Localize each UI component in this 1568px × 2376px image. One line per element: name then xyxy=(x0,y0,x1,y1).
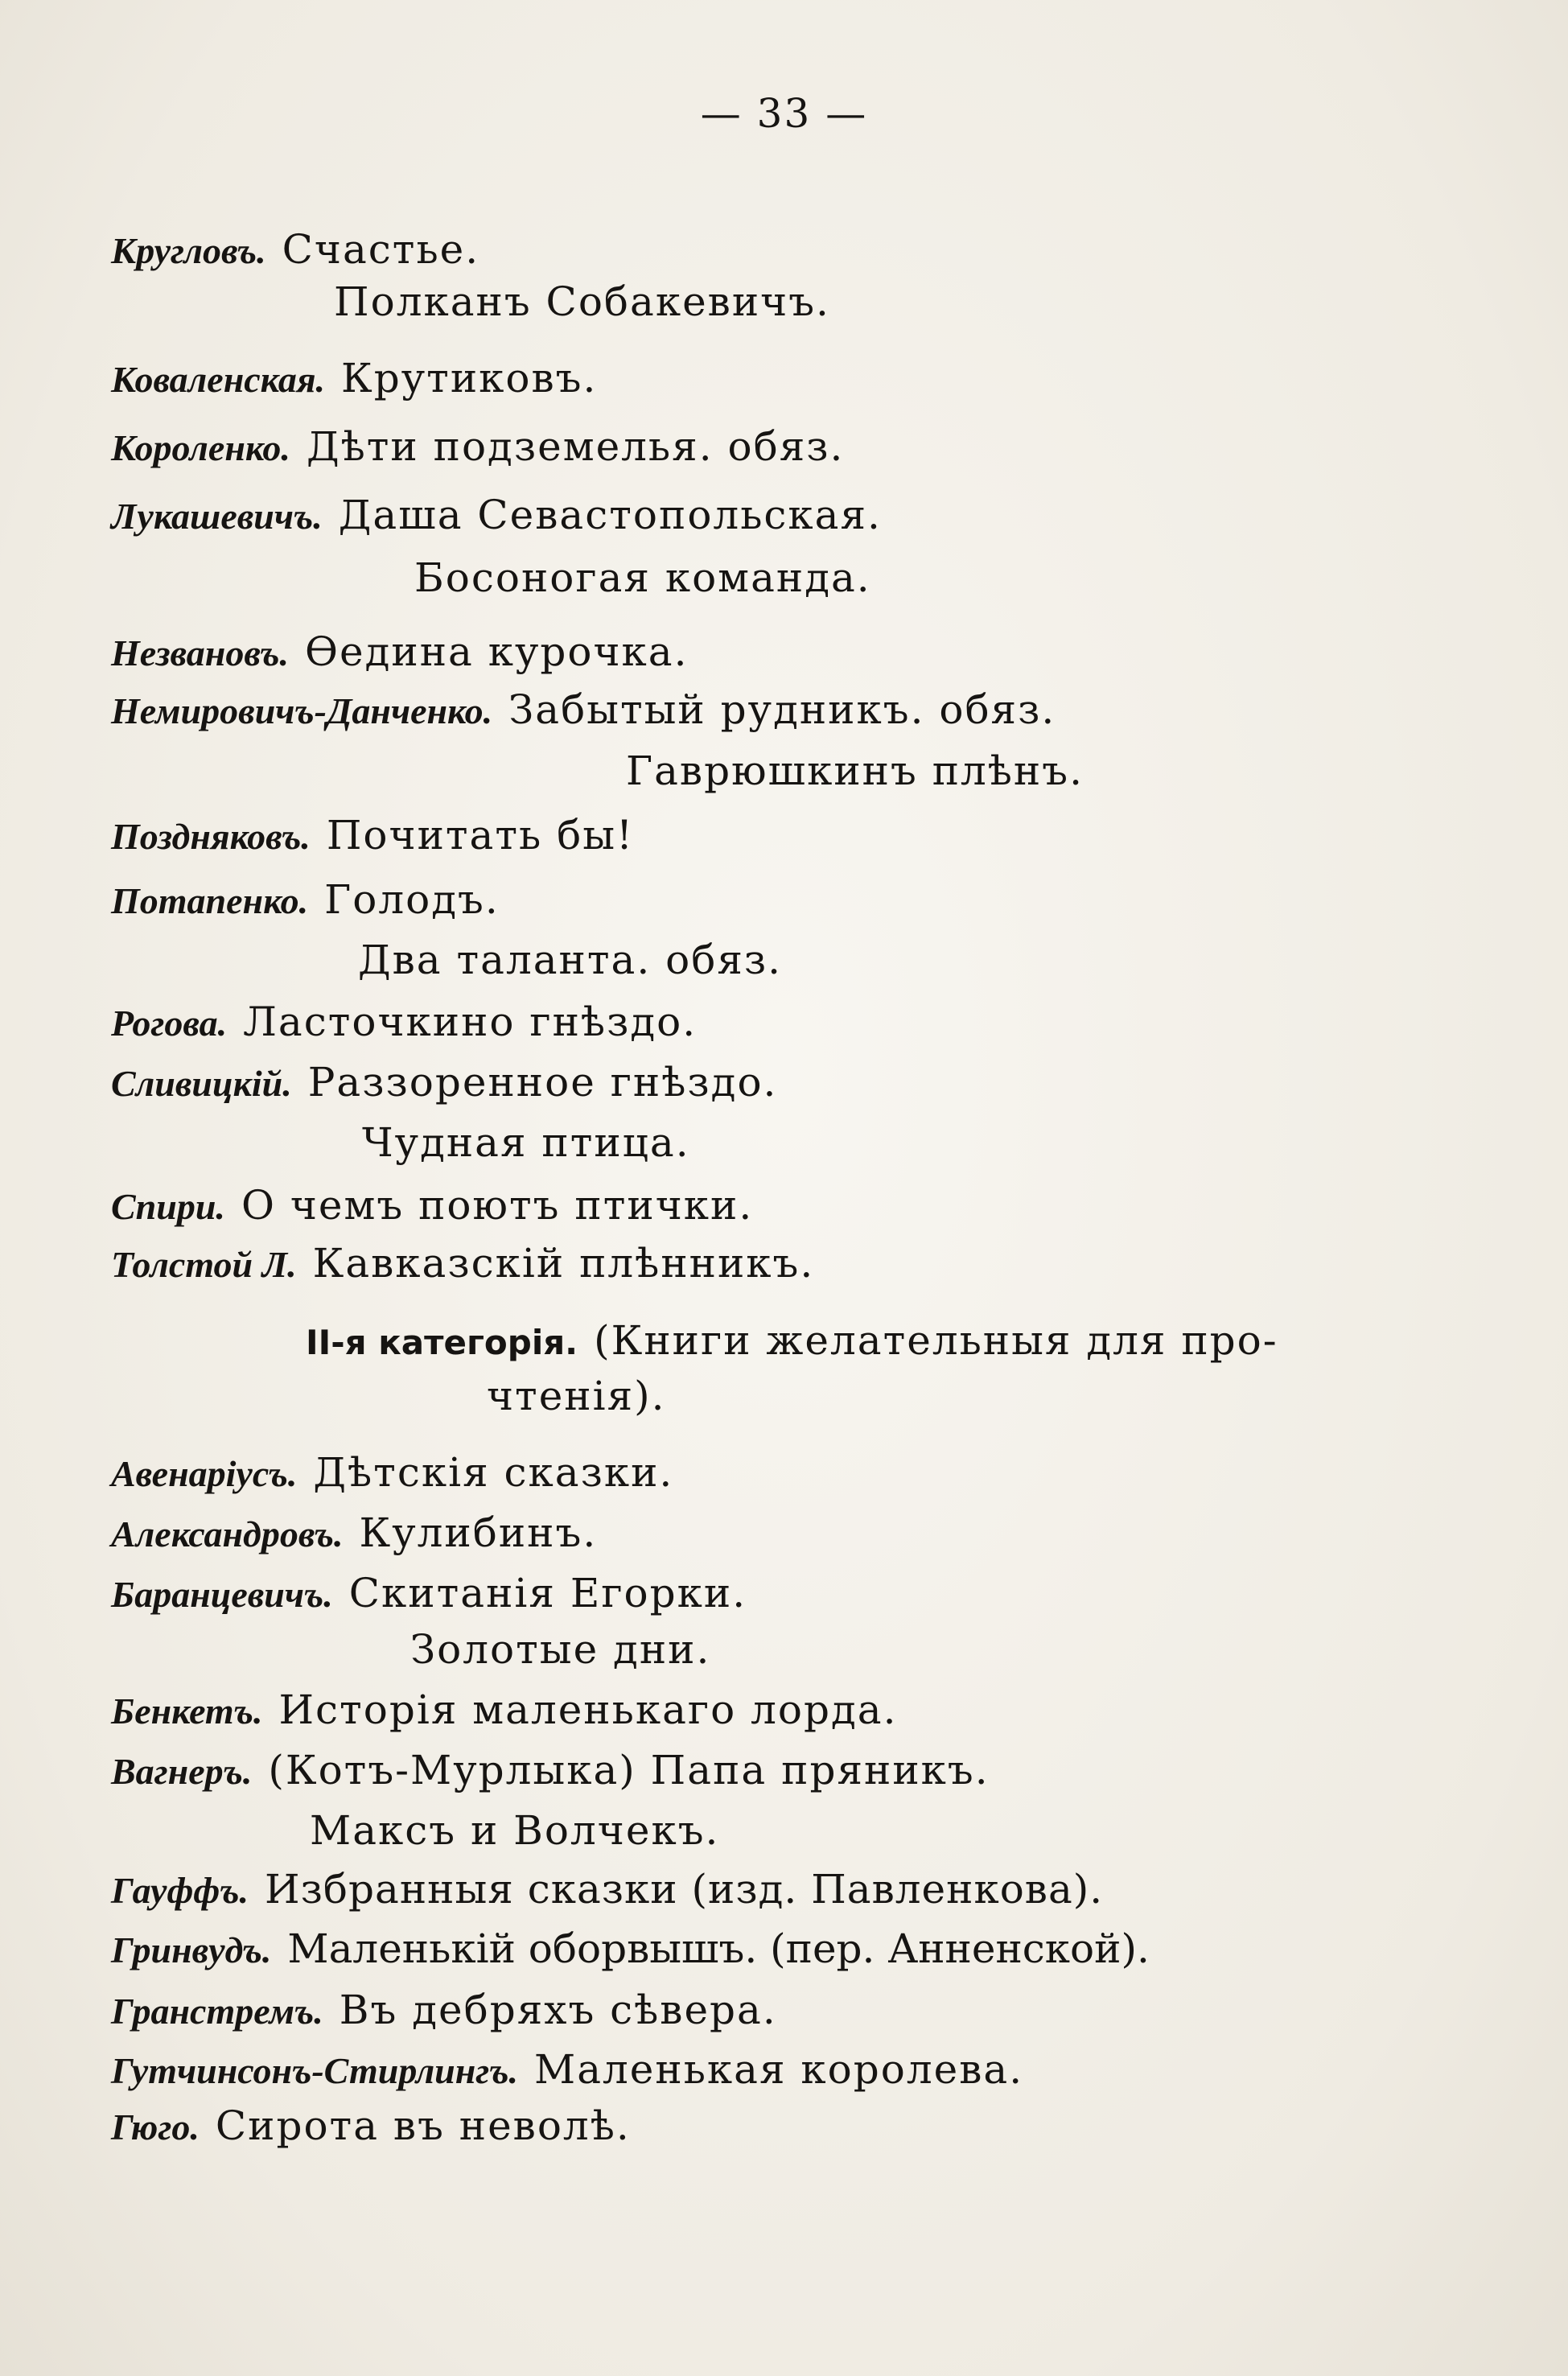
author-name: Кругловъ. xyxy=(111,230,266,271)
book-title: Максъ и Волчекъ. xyxy=(310,1807,720,1854)
list-item xyxy=(111,1239,814,1289)
author-name: Александровъ. xyxy=(111,1513,344,1554)
author-name: Немировичъ-Данченко. xyxy=(111,690,493,731)
list-item xyxy=(111,998,697,1048)
book-title: Забытый рудникъ. обяз. xyxy=(508,686,1056,733)
book-title: Счастье. xyxy=(282,226,480,273)
book-title: Золотые дни. xyxy=(410,1626,711,1673)
book-title: Маленькая королева. xyxy=(534,2046,1024,2093)
category-description-cont: чтенія). xyxy=(487,1373,666,1419)
list-item xyxy=(111,1686,897,1736)
author-name: Гауффъ. xyxy=(111,1870,249,1911)
book-title: Даша Севастопольская. xyxy=(338,492,882,538)
list-item xyxy=(410,1625,710,1674)
author-name: Гранстремъ. xyxy=(111,1991,323,2032)
author-name: Сливицкій. xyxy=(111,1063,292,1104)
book-title: Два таланта. обяз. xyxy=(358,937,783,983)
book-title: Избранныя сказки (изд. Павленкова). xyxy=(265,1866,1104,1913)
author-name: Бенкетъ. xyxy=(111,1690,263,1732)
list-item xyxy=(111,1181,753,1231)
list-item xyxy=(111,1865,1103,1915)
author-name: Поздняковъ. xyxy=(111,816,311,857)
author-name: Рогова. xyxy=(111,1003,228,1044)
list-item xyxy=(111,2045,1023,2095)
list-item xyxy=(111,1569,747,1619)
list-item xyxy=(111,2102,631,2152)
book-title: (Котъ-Мурлыка) Папа пряникъ. xyxy=(268,1747,990,1793)
author-name: Потапенко. xyxy=(111,880,309,921)
list-item xyxy=(111,1746,990,1796)
category-description: (Книги желательныя для про- xyxy=(594,1317,1278,1364)
list-item xyxy=(414,554,871,602)
list-item xyxy=(111,1986,777,2036)
author-name: Незвановъ. xyxy=(111,632,289,673)
list-item xyxy=(626,747,1084,795)
book-title: Голодъ. xyxy=(324,876,500,923)
list-item xyxy=(111,628,689,677)
category-heading-cont xyxy=(487,1372,666,1420)
author-name: Авенаріусъ. xyxy=(111,1453,298,1494)
list-item xyxy=(111,1925,1150,1975)
list-item xyxy=(310,1806,719,1855)
author-name: Гринвудъ. xyxy=(111,1929,272,1970)
category-label: II-я категорія. xyxy=(306,1323,578,1362)
author-name: Спири. xyxy=(111,1186,225,1227)
author-name: Гутчинсонъ-Стирлингъ. xyxy=(111,2050,519,2091)
author-name: Гюго. xyxy=(111,2106,200,2147)
list-item xyxy=(111,875,500,925)
book-title: Исторія маленькаго лорда. xyxy=(278,1686,898,1733)
list-item xyxy=(358,936,782,984)
list-item xyxy=(111,686,1056,735)
list-item xyxy=(111,811,634,861)
author-name: Толстой Л. xyxy=(111,1244,297,1285)
list-item xyxy=(111,1509,597,1559)
book-title: Чудная птица. xyxy=(362,1119,690,1166)
author-name: Коваленская. xyxy=(111,359,326,400)
category-heading xyxy=(306,1316,1278,1367)
list-item xyxy=(111,1058,777,1108)
book-title: Маленькій оборвышъ. (пер. Анненской). xyxy=(287,1925,1150,1972)
book-title: Кавказскій плѣнникъ. xyxy=(312,1240,815,1287)
list-item xyxy=(111,1448,673,1498)
book-title: Дѣти подземелья. обяз. xyxy=(306,423,845,470)
book-title: Ласточкино гнѣздо. xyxy=(243,999,698,1045)
page-number: — 33 — xyxy=(700,90,868,137)
book-title: Почитать бы! xyxy=(326,812,635,859)
book-title: О чемъ поютъ птички. xyxy=(241,1182,754,1229)
book-title: Кулибинъ. xyxy=(359,1509,598,1556)
author-name: Вагнеръ. xyxy=(111,1751,253,1792)
book-title: Въ дебряхъ сѣвера. xyxy=(339,1987,777,2033)
list-item xyxy=(334,278,830,326)
list-item xyxy=(362,1118,690,1167)
list-item xyxy=(111,354,597,404)
book-title: Скитанія Егорки. xyxy=(348,1570,747,1616)
list-item xyxy=(111,225,479,275)
book-title: Полканъ Собакевичъ. xyxy=(334,278,830,325)
author-name: Лукашевичъ. xyxy=(111,496,323,537)
book-title: Сирота въ неволѣ. xyxy=(215,2102,631,2149)
author-name: Короленко. xyxy=(111,427,290,468)
book-title: Крутиковъ. xyxy=(341,355,598,401)
book-title: Босоногая команда. xyxy=(414,554,871,601)
list-item xyxy=(111,422,844,472)
book-title: Дѣтскія сказки. xyxy=(313,1449,674,1496)
book-title: Ѳедина курочка. xyxy=(305,628,689,675)
book-title: Гаврюшкинъ плѣнъ. xyxy=(626,747,1084,794)
author-name: Баранцевичъ. xyxy=(111,1574,333,1615)
book-title: Раззоренное гнѣздо. xyxy=(307,1059,778,1106)
list-item xyxy=(111,491,882,541)
